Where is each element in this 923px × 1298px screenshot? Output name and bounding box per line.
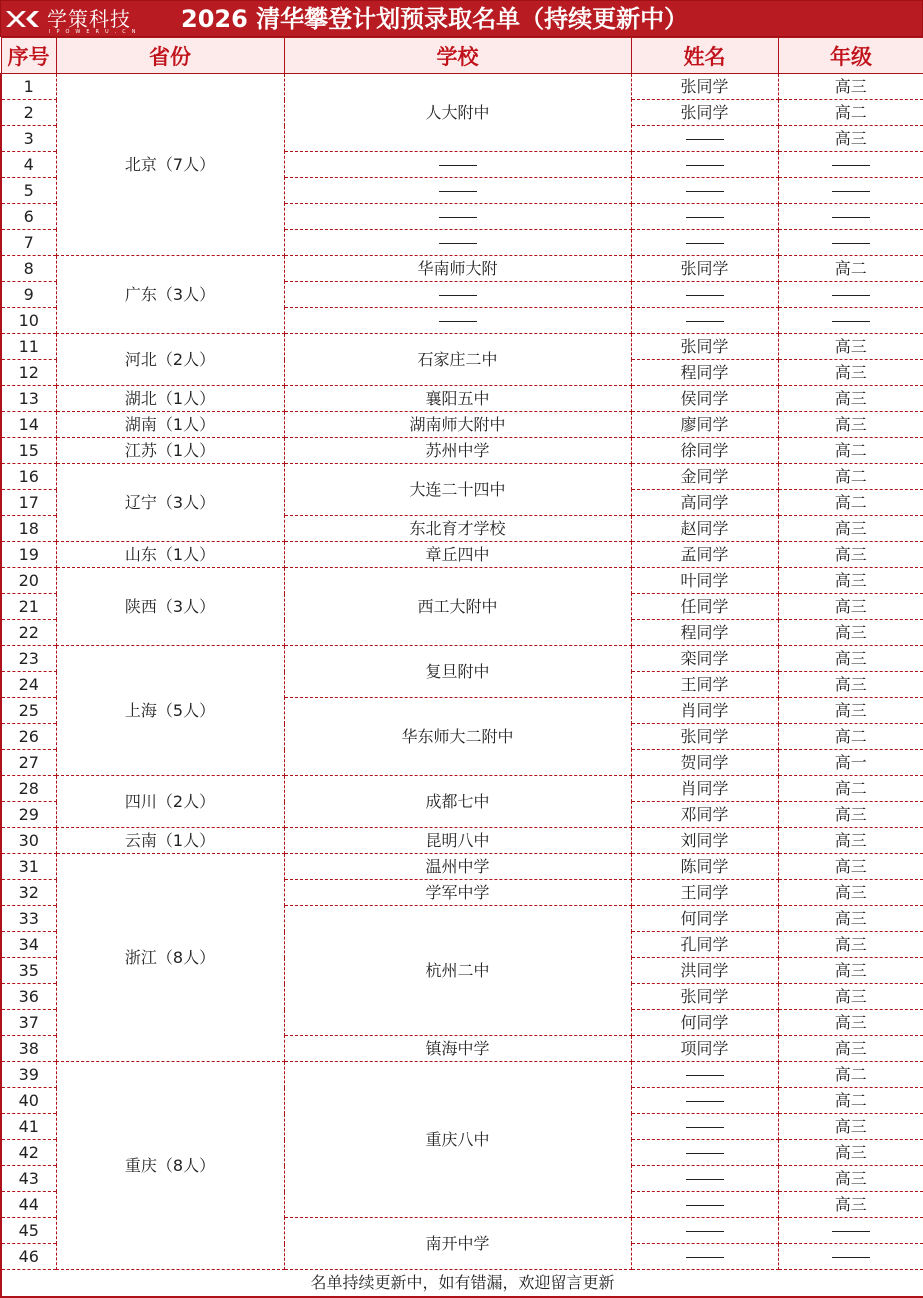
grade-cell: 高三 [778, 386, 923, 412]
student-name-cell [631, 308, 778, 334]
row-number: 26 [1, 724, 56, 750]
school-cell: 华东师大二附中 [284, 698, 631, 776]
student-name-cell [631, 1088, 778, 1114]
grade-cell: 高三 [778, 698, 923, 724]
logo-english-text: IPOWERU.CN [49, 29, 142, 35]
row-number: 39 [1, 1062, 56, 1088]
grade-cell: 高三 [778, 932, 923, 958]
row-number: 45 [1, 1218, 56, 1244]
student-name-cell: 侯同学 [631, 386, 778, 412]
column-header-num: 序号 [1, 38, 56, 74]
school-cell: 温州中学 [284, 854, 631, 880]
row-number: 8 [1, 256, 56, 282]
grade-cell: 高三 [778, 854, 923, 880]
school-cell: 昆明八中 [284, 828, 631, 854]
row-number: 27 [1, 750, 56, 776]
school-cell: 重庆八中 [284, 1062, 631, 1218]
grade-cell: 高三 [778, 828, 923, 854]
student-name-cell: 孟同学 [631, 542, 778, 568]
student-name-cell [631, 126, 778, 152]
school-cell [284, 178, 631, 204]
row-number: 1 [1, 74, 56, 100]
row-number: 9 [1, 282, 56, 308]
row-number: 20 [1, 568, 56, 594]
school-cell [284, 152, 631, 178]
grade-cell: 高三 [778, 906, 923, 932]
row-number: 29 [1, 802, 56, 828]
school-cell: 华南师大附 [284, 256, 631, 282]
empty-dash [439, 191, 477, 192]
student-name-cell [631, 178, 778, 204]
row-number: 44 [1, 1192, 56, 1218]
row-number: 21 [1, 594, 56, 620]
row-number: 31 [1, 854, 56, 880]
grade-cell: 高二 [778, 1088, 923, 1114]
row-number: 28 [1, 776, 56, 802]
grade-cell: 高三 [778, 672, 923, 698]
row-number: 12 [1, 360, 56, 386]
province-cell: 陕西（3人） [56, 568, 284, 646]
grade-cell: 高三 [778, 1036, 923, 1062]
grade-cell: 高二 [778, 776, 923, 802]
row-number: 15 [1, 438, 56, 464]
student-name-cell: 金同学 [631, 464, 778, 490]
student-name-cell: 高同学 [631, 490, 778, 516]
student-name-cell: 何同学 [631, 906, 778, 932]
table-body [1, 74, 923, 1270]
column-header-name: 姓名 [631, 38, 778, 74]
grade-cell: 高三 [778, 880, 923, 906]
student-name-cell: 廖同学 [631, 412, 778, 438]
student-name-cell [631, 1166, 778, 1192]
student-name-cell: 王同学 [631, 672, 778, 698]
grade-cell: 高三 [778, 334, 923, 360]
grade-cell [778, 152, 923, 178]
table-header-row [1, 38, 923, 74]
row-number: 36 [1, 984, 56, 1010]
table-row [1, 464, 923, 490]
student-name-cell [631, 1244, 778, 1270]
student-name-cell: 项同学 [631, 1036, 778, 1062]
table-row [1, 828, 923, 854]
school-cell: 杭州二中 [284, 906, 631, 1036]
student-name-cell [631, 282, 778, 308]
table-row [1, 74, 923, 100]
grade-cell: 高二 [778, 100, 923, 126]
column-header-grade: 年级 [778, 38, 923, 74]
student-name-cell [631, 152, 778, 178]
row-number: 2 [1, 100, 56, 126]
school-cell: 苏州中学 [284, 438, 631, 464]
student-name-cell: 叶同学 [631, 568, 778, 594]
school-cell: 西工大附中 [284, 568, 631, 646]
empty-dash [832, 1231, 870, 1232]
school-cell: 章丘四中 [284, 542, 631, 568]
province-cell: 广东（3人） [56, 256, 284, 334]
row-number: 3 [1, 126, 56, 152]
row-number: 37 [1, 1010, 56, 1036]
empty-dash [439, 295, 477, 296]
province-cell: 辽宁（3人） [56, 464, 284, 542]
student-name-cell: 邓同学 [631, 802, 778, 828]
empty-dash [686, 191, 724, 192]
student-name-cell: 任同学 [631, 594, 778, 620]
grade-cell: 高三 [778, 958, 923, 984]
school-cell: 襄阳五中 [284, 386, 631, 412]
grade-cell: 高二 [778, 464, 923, 490]
school-cell [284, 282, 631, 308]
empty-dash [686, 1205, 724, 1206]
brand-logo [5, 5, 142, 35]
empty-dash [832, 165, 870, 166]
row-number: 18 [1, 516, 56, 542]
school-cell [284, 230, 631, 256]
page-title: 2026 清华攀登计划预录取名单（持续更新中） [181, 5, 689, 33]
title-bar [0, 0, 923, 37]
school-cell: 石家庄二中 [284, 334, 631, 386]
empty-dash [686, 243, 724, 244]
table-row [1, 334, 923, 360]
student-name-cell: 张同学 [631, 74, 778, 100]
empty-dash [686, 1127, 724, 1128]
student-name-cell [631, 1192, 778, 1218]
row-number: 19 [1, 542, 56, 568]
province-cell: 上海（5人） [56, 646, 284, 776]
province-cell: 北京（7人） [56, 74, 284, 256]
table-row [1, 412, 923, 438]
province-cell: 浙江（8人） [56, 854, 284, 1062]
row-number: 6 [1, 204, 56, 230]
student-name-cell: 孔同学 [631, 932, 778, 958]
row-number: 40 [1, 1088, 56, 1114]
row-number: 43 [1, 1166, 56, 1192]
grade-cell: 高三 [778, 126, 923, 152]
footer-note: 名单持续更新中，如有错漏，欢迎留言更新 [1, 1270, 923, 1297]
grade-cell: 高一 [778, 750, 923, 776]
row-number: 38 [1, 1036, 56, 1062]
empty-dash [686, 295, 724, 296]
student-name-cell: 王同学 [631, 880, 778, 906]
row-number: 17 [1, 490, 56, 516]
province-cell: 云南（1人） [56, 828, 284, 854]
grade-cell: 高三 [778, 74, 923, 100]
grade-cell: 高三 [778, 620, 923, 646]
student-name-cell: 栾同学 [631, 646, 778, 672]
empty-dash [439, 217, 477, 218]
empty-dash [686, 1179, 724, 1180]
grade-cell: 高三 [778, 568, 923, 594]
student-name-cell: 张同学 [631, 334, 778, 360]
school-cell: 学军中学 [284, 880, 631, 906]
grade-cell [778, 178, 923, 204]
empty-dash [686, 217, 724, 218]
empty-dash [686, 165, 724, 166]
student-name-cell [631, 1114, 778, 1140]
row-number: 10 [1, 308, 56, 334]
grade-cell: 高三 [778, 412, 923, 438]
footer-row [1, 1270, 923, 1297]
student-name-cell: 陈同学 [631, 854, 778, 880]
school-cell: 镇海中学 [284, 1036, 631, 1062]
grade-cell: 高三 [778, 1114, 923, 1140]
grade-cell [778, 1218, 923, 1244]
row-number: 25 [1, 698, 56, 724]
admission-table [0, 37, 923, 1298]
xc-logo-icon [5, 8, 41, 30]
empty-dash [832, 191, 870, 192]
student-name-cell: 何同学 [631, 1010, 778, 1036]
school-cell: 成都七中 [284, 776, 631, 828]
province-cell: 山东（1人） [56, 542, 284, 568]
grade-cell: 高三 [778, 984, 923, 1010]
empty-dash [686, 321, 724, 322]
row-number: 16 [1, 464, 56, 490]
school-cell [284, 308, 631, 334]
grade-cell: 高二 [778, 256, 923, 282]
province-cell: 河北（2人） [56, 334, 284, 386]
student-name-cell: 程同学 [631, 360, 778, 386]
student-name-cell [631, 204, 778, 230]
student-name-cell: 肖同学 [631, 776, 778, 802]
column-header-school: 学校 [284, 38, 631, 74]
empty-dash [439, 165, 477, 166]
school-cell: 东北育才学校 [284, 516, 631, 542]
student-name-cell: 肖同学 [631, 698, 778, 724]
row-number: 33 [1, 906, 56, 932]
table-row [1, 568, 923, 594]
grade-cell: 高二 [778, 724, 923, 750]
student-name-cell [631, 1062, 778, 1088]
province-cell: 重庆（8人） [56, 1062, 284, 1270]
table-row [1, 646, 923, 672]
grade-cell [778, 1244, 923, 1270]
column-header-province: 省份 [56, 38, 284, 74]
student-name-cell: 刘同学 [631, 828, 778, 854]
table-row [1, 854, 923, 880]
grade-cell: 高二 [778, 438, 923, 464]
grade-cell: 高三 [778, 1140, 923, 1166]
grade-cell: 高三 [778, 646, 923, 672]
school-cell: 复旦附中 [284, 646, 631, 698]
student-name-cell [631, 1218, 778, 1244]
row-number: 22 [1, 620, 56, 646]
grade-cell [778, 230, 923, 256]
row-number: 23 [1, 646, 56, 672]
row-number: 32 [1, 880, 56, 906]
student-name-cell [631, 230, 778, 256]
empty-dash [686, 1231, 724, 1232]
student-name-cell: 张同学 [631, 100, 778, 126]
row-number: 7 [1, 230, 56, 256]
row-number: 24 [1, 672, 56, 698]
empty-dash [686, 1153, 724, 1154]
empty-dash [686, 139, 724, 140]
province-cell: 江苏（1人） [56, 438, 284, 464]
row-number: 13 [1, 386, 56, 412]
school-cell: 人大附中 [284, 74, 631, 152]
student-name-cell [631, 1140, 778, 1166]
student-name-cell: 程同学 [631, 620, 778, 646]
empty-dash [832, 217, 870, 218]
empty-dash [832, 243, 870, 244]
province-cell: 四川（2人） [56, 776, 284, 828]
empty-dash [832, 1257, 870, 1258]
empty-dash [686, 1257, 724, 1258]
table-row [1, 438, 923, 464]
grade-cell: 高二 [778, 1062, 923, 1088]
grade-cell [778, 282, 923, 308]
empty-dash [439, 321, 477, 322]
student-name-cell: 贺同学 [631, 750, 778, 776]
student-name-cell: 张同学 [631, 984, 778, 1010]
row-number: 34 [1, 932, 56, 958]
empty-dash [832, 295, 870, 296]
empty-dash [832, 321, 870, 322]
grade-cell: 高三 [778, 1010, 923, 1036]
student-name-cell: 张同学 [631, 724, 778, 750]
row-number: 42 [1, 1140, 56, 1166]
student-name-cell: 徐同学 [631, 438, 778, 464]
student-name-cell: 张同学 [631, 256, 778, 282]
grade-cell: 高二 [778, 490, 923, 516]
grade-cell: 高三 [778, 802, 923, 828]
row-number: 35 [1, 958, 56, 984]
row-number: 14 [1, 412, 56, 438]
table-row [1, 256, 923, 282]
empty-dash [439, 243, 477, 244]
school-cell [284, 204, 631, 230]
logo-chinese-text: 学策科技 [47, 7, 131, 31]
table-row [1, 776, 923, 802]
school-cell: 南开中学 [284, 1218, 631, 1270]
grade-cell: 高三 [778, 1166, 923, 1192]
empty-dash [686, 1075, 724, 1076]
table-row [1, 386, 923, 412]
province-cell: 湖北（1人） [56, 386, 284, 412]
school-cell: 湖南师大附中 [284, 412, 631, 438]
row-number: 41 [1, 1114, 56, 1140]
table-row [1, 1062, 923, 1088]
row-number: 4 [1, 152, 56, 178]
grade-cell: 高三 [778, 360, 923, 386]
grade-cell [778, 308, 923, 334]
row-number: 11 [1, 334, 56, 360]
empty-dash [686, 1101, 724, 1102]
row-number: 5 [1, 178, 56, 204]
table-row [1, 542, 923, 568]
grade-cell: 高三 [778, 542, 923, 568]
grade-cell: 高三 [778, 594, 923, 620]
grade-cell: 高三 [778, 1192, 923, 1218]
student-name-cell: 洪同学 [631, 958, 778, 984]
row-number: 30 [1, 828, 56, 854]
student-name-cell: 赵同学 [631, 516, 778, 542]
grade-cell: 高三 [778, 516, 923, 542]
province-cell: 湖南（1人） [56, 412, 284, 438]
school-cell: 大连二十四中 [284, 464, 631, 516]
grade-cell [778, 204, 923, 230]
row-number: 46 [1, 1244, 56, 1270]
